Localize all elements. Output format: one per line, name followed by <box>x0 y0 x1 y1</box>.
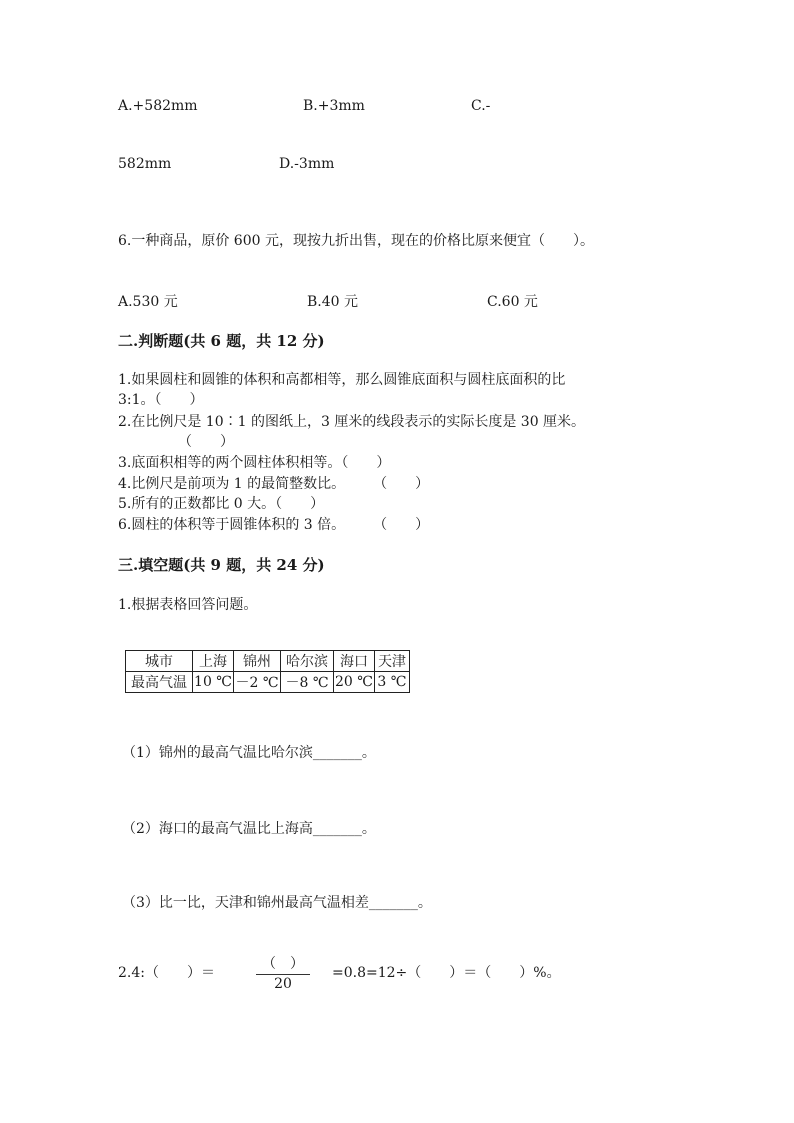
table-cell: －2 ℃ <box>234 672 281 693</box>
table-cell: 10 ℃ <box>193 672 234 693</box>
q5-option-a: A.+582mm <box>118 98 198 114</box>
fraction-denominator: 20 <box>274 976 292 992</box>
fill-q1-stem: 1.根据表格回答问题。 <box>118 597 258 613</box>
table-cell: 天津 <box>374 651 409 672</box>
table-cell: 锦州 <box>234 651 281 672</box>
judge-line-1-cont: 3:1。（ ） <box>118 392 204 408</box>
q6-option-c: C.60 元 <box>487 294 538 310</box>
temperature-table <box>125 650 410 693</box>
q6-stem: 6.一种商品，原价 600 元，现按九折出售，现在的价格比原来便宜（ ）。 <box>118 233 594 249</box>
fill-q1-sub1: （1）锦州的最高气温比哈尔滨_______。 <box>122 745 376 761</box>
fill-q2-fraction <box>256 956 310 992</box>
judge-line-4: 4.比例尺是前项为 1 的最简整数比。 （ ） <box>118 476 430 492</box>
table-cell: 哈尔滨 <box>281 651 334 672</box>
q5-option-d: D.-3mm <box>279 156 335 172</box>
fill-q1-sub2: （2）海口的最高气温比上海高_______。 <box>122 821 376 837</box>
judge-line-5: 5.所有的正数都比 0 大。（ ） <box>118 496 325 512</box>
judge-line-6: 6.圆柱的体积等于圆锥体积的 3 倍。 （ ） <box>118 517 430 533</box>
section2-title: 二.判断题(共 6 题，共 12 分) <box>118 332 325 350</box>
fraction-numerator: （ ） <box>262 956 304 972</box>
q6-option-b: B.40 元 <box>307 294 359 310</box>
judge-line-3: 3.底面积相等的两个圆柱体积相等。（ ） <box>118 455 391 471</box>
table-cell: 3 ℃ <box>374 672 409 693</box>
fill-q1-sub3: （3）比一比，天津和锦州最高气温相差_______。 <box>122 895 432 911</box>
table-cell: －8 ℃ <box>281 672 334 693</box>
fill-q2-left: 2.4:（ ）＝ <box>118 965 215 981</box>
q5-option-b: B.+3mm <box>303 98 365 114</box>
section3-title: 三.填空题(共 9 题，共 24 分) <box>118 556 325 574</box>
judge-line-2-cont: （ ） <box>178 434 234 450</box>
q6-option-a: A.530 元 <box>118 294 178 310</box>
judge-line-1: 1.如果圆柱和圆锥的体积和高都相等，那么圆锥底面积与圆柱底面积的比 <box>118 372 566 388</box>
fill-q2-right: =0.8=12÷（ ）＝（ ）%。 <box>332 965 561 981</box>
q5-option-c-cont: 582mm <box>118 156 172 172</box>
table-cell: 20 ℃ <box>334 672 375 693</box>
fraction-bar <box>256 974 310 975</box>
table-row <box>126 672 410 693</box>
table-cell: 海口 <box>334 651 375 672</box>
table-cell: 最高气温 <box>126 672 193 693</box>
judge-line-2: 2.在比例尺是 10∶1 的图纸上，3 厘米的线段表示的实际长度是 30 厘米。 <box>118 414 586 430</box>
table-cell: 城市 <box>126 651 193 672</box>
q5-option-c: C.- <box>471 98 491 114</box>
table-header-row <box>126 651 410 672</box>
table-cell: 上海 <box>193 651 234 672</box>
